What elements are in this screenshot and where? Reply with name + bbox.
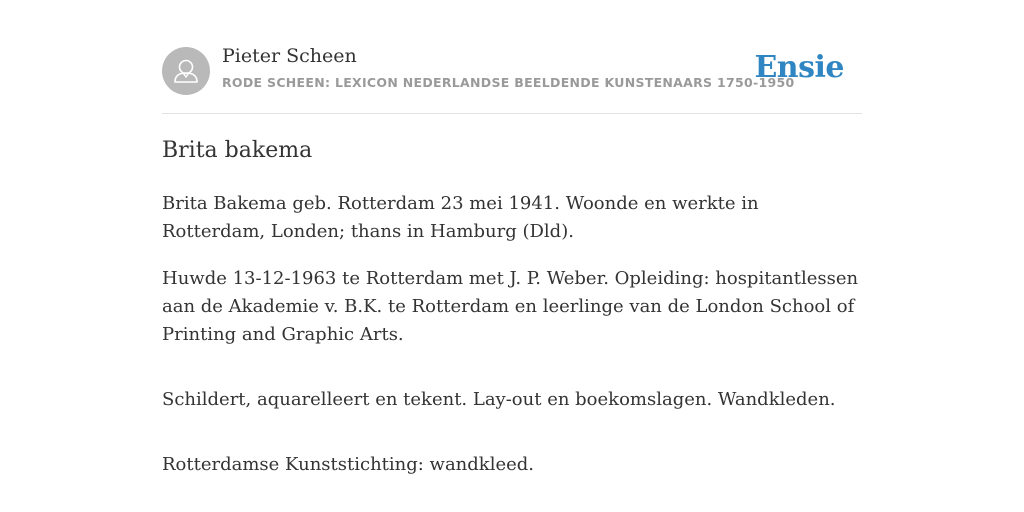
user-silhouette-icon [162,47,210,95]
article-body [162,190,862,498]
author-avatar[interactable] [162,47,210,95]
article-paragraph: Rotterdamse Kunststichting: wandkleed. [162,454,535,475]
article-header [162,0,862,114]
article-paragraph: Brita Bakema geb. Rotterdam 23 mei 1941. Woonde en werkte in Rotterdam, Londen; thans in Hamburg (Dld). [162,193,759,242]
article-card [162,0,862,475]
article-paragraph: Schildert, aquarelleert en tekent. Lay-out en boekomslagen. Wandkleden. [162,389,836,410]
article-paragraph: Huwde 13-12-1963 te Rotterdam met J. P. Weber. Opleiding: hospitantlessen aan de Akademie v. B.K. te Rotterdam en leerlinge van de London School of Printing and Graphic Arts. [162,268,859,345]
source-title[interactable]: RODE SCHEEN: LEXICON NEDERLANDSE BEELDENDE KUNSTENAARS 1750-1950 [222,75,795,90]
article-title: Brita bakema [162,138,313,163]
ensie-logo[interactable]: Ensie [754,50,844,85]
author-name[interactable]: Pieter Scheen [222,45,357,67]
